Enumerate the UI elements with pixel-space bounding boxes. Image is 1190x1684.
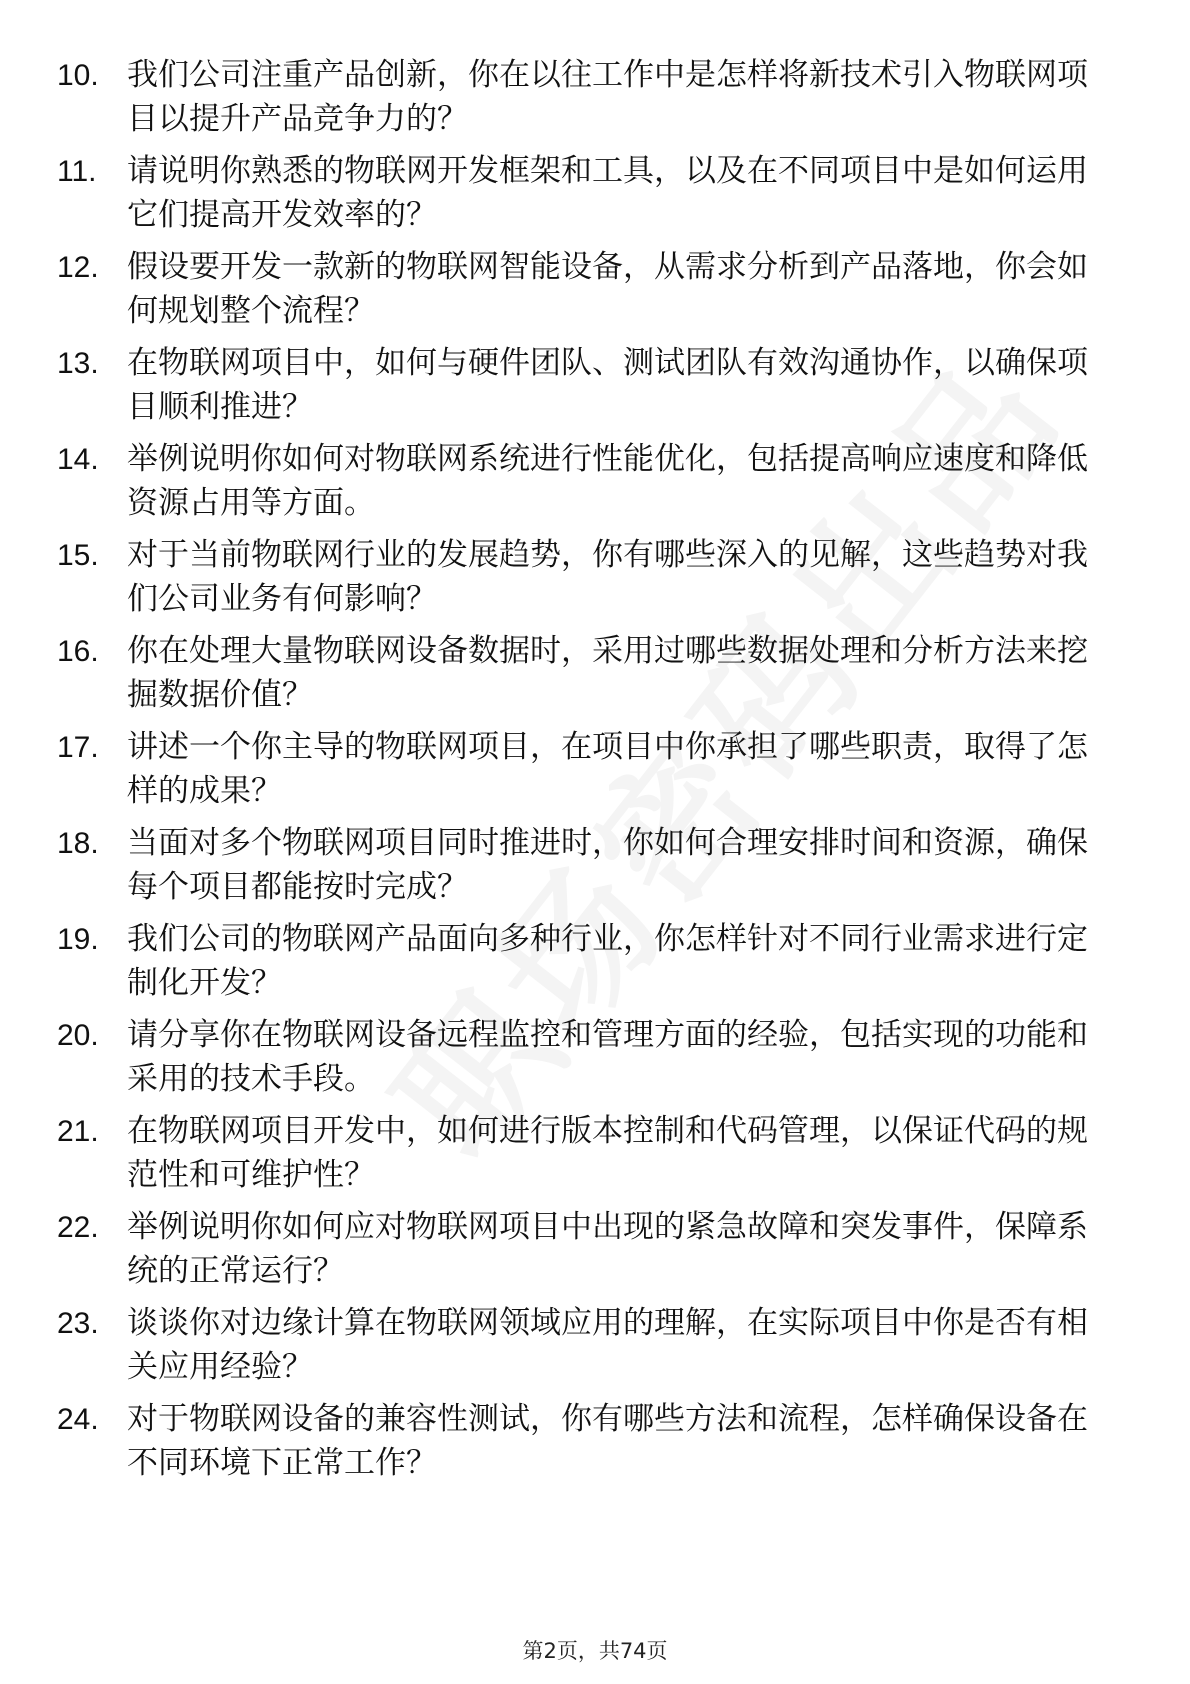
question-item (0, 245, 1190, 341)
question-text: 在物联网项目开发中，如何进行版本控制和代码管理，以保证代码的规范性和可维护性？ (127, 1113, 1088, 1193)
question-number: 19. (57, 923, 99, 956)
question-text: 请分享你在物联网设备远程监控和管理方面的经验，包括实现的功能和采用的技术手段。 (127, 1017, 1088, 1097)
question-text: 请说明你熟悉的物联网开发框架和工具，以及在不同项目中是如何运用它们提高开发效率的？ (127, 153, 1088, 233)
question-number: 23. (57, 1307, 99, 1340)
question-item (0, 437, 1190, 533)
question-number: 18. (57, 827, 99, 860)
question-number: 14. (57, 443, 99, 476)
question-number: 10. (57, 59, 99, 92)
question-item (0, 1205, 1190, 1301)
question-item (0, 725, 1190, 821)
question-number: 22. (57, 1211, 99, 1244)
question-item (0, 533, 1190, 629)
question-item (0, 1013, 1190, 1109)
question-text: 你在处理大量物联网设备数据时，采用过哪些数据处理和分析方法来挖掘数据价值？ (127, 633, 1088, 713)
question-item (0, 821, 1190, 917)
question-text: 谈谈你对边缘计算在物联网领域应用的理解，在实际项目中你是否有相关应用经验？ (127, 1305, 1088, 1385)
question-list (0, 53, 1190, 1493)
question-text: 对于物联网设备的兼容性测试，你有哪些方法和流程，怎样确保设备在不同环境下正常工作？ (127, 1401, 1088, 1481)
question-item (0, 1301, 1190, 1397)
question-text: 当面对多个物联网项目同时推进时，你如何合理安排时间和资源，确保每个项目都能按时完成？ (127, 825, 1088, 905)
question-text: 举例说明你如何应对物联网项目中出现的紧急故障和突发事件，保障系统的正常运行？ (127, 1209, 1088, 1289)
question-number: 16. (57, 635, 99, 668)
question-number: 20. (57, 1019, 99, 1052)
page-footer (0, 1635, 1190, 1665)
question-number: 11. (57, 155, 97, 188)
question-text: 在物联网项目中，如何与硬件团队、测试团队有效沟通协作，以确保项目顺利推进？ (127, 345, 1088, 425)
question-item (0, 1397, 1190, 1493)
question-item (0, 917, 1190, 1013)
question-text: 我们公司注重产品创新，你在以往工作中是怎样将新技术引入物联网项目以提升产品竞争力的？ (127, 57, 1088, 137)
question-number: 17. (57, 731, 99, 764)
question-item (0, 629, 1190, 725)
question-number: 15. (57, 539, 99, 572)
question-item (0, 1109, 1190, 1205)
question-text: 讲述一个你主导的物联网项目，在项目中你承担了哪些职责，取得了怎样的成果？ (127, 729, 1088, 809)
page-number-label: 第2页，共74页 (522, 1639, 668, 1663)
question-text: 举例说明你如何对物联网系统进行性能优化，包括提高响应速度和降低资源占用等方面。 (127, 441, 1088, 521)
question-number: 24. (57, 1403, 99, 1436)
question-text: 假设要开发一款新的物联网智能设备，从需求分析到产品落地，你会如何规划整个流程？ (127, 249, 1088, 329)
question-number: 21. (57, 1115, 99, 1148)
question-item (0, 53, 1190, 149)
question-item (0, 341, 1190, 437)
question-number: 13. (57, 347, 99, 380)
question-text: 我们公司的物联网产品面向多种行业，你怎样针对不同行业需求进行定制化开发？ (127, 921, 1088, 1001)
question-number: 12. (57, 251, 99, 284)
question-text: 对于当前物联网行业的发展趋势，你有哪些深入的见解，这些趋势对我们公司业务有何影响？ (127, 537, 1088, 617)
question-item (0, 149, 1190, 245)
